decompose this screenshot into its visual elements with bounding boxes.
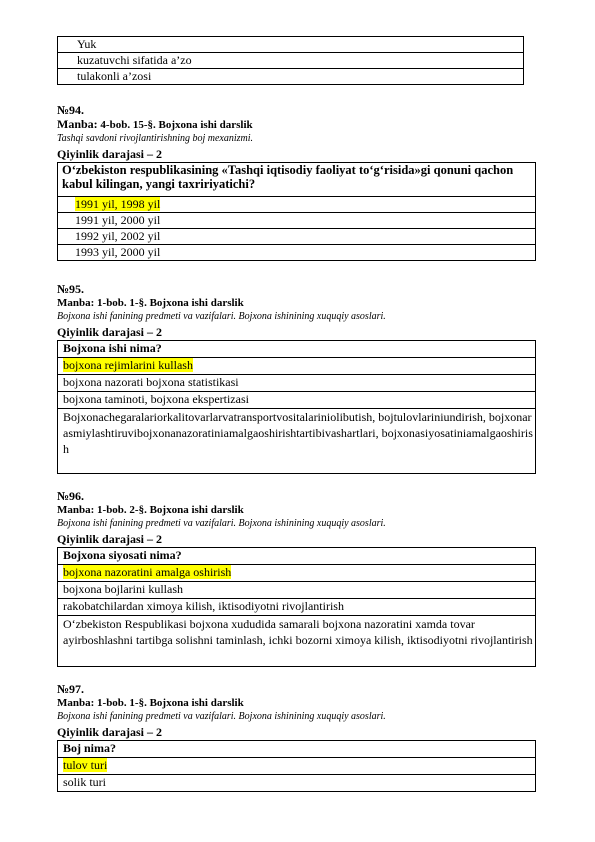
correct-answer: 1991 yil, 1998 yil bbox=[75, 197, 161, 211]
answer-cell: bojxona bojlarini kullash bbox=[58, 582, 536, 599]
source-label: Manba: bbox=[57, 504, 95, 516]
answer-table-top bbox=[57, 36, 524, 85]
topic-subtitle: Bojxona ishi fanining predmeti va vazifalari. Bojxona ishinining xuquqiy asoslari. bbox=[57, 518, 386, 529]
correct-answer: tulov turi bbox=[63, 758, 108, 772]
answer-cell: O‘zbekiston Respublikasi bojxona xududida samarali bojxona nazoratini xamda tovar ayirboshlashni tartibga solishni taminlash, ichki bozorni ximoya kilish, iktisodiyotni rivojlantirish bbox=[58, 616, 536, 667]
answer-cell bbox=[58, 758, 536, 775]
source-text: 1-bob. 1-§. Bojxona ishi darslik bbox=[94, 697, 244, 709]
question-text: Bojxona ishi nima? bbox=[58, 341, 536, 358]
source-line bbox=[57, 697, 244, 710]
answer-cell: rakobatchilardan ximoya kilish, iktisodiyotni rivojlantirish bbox=[58, 599, 536, 616]
answer-table bbox=[57, 162, 536, 261]
question-number: №94. bbox=[57, 103, 85, 117]
question-text: Boj nima? bbox=[58, 741, 536, 758]
answer-table bbox=[57, 340, 536, 474]
source-label: Manba: bbox=[57, 117, 98, 131]
answer-cell: 1992 yil, 2002 yil bbox=[58, 229, 536, 245]
answer-cell bbox=[58, 565, 536, 582]
answer-row bbox=[58, 69, 524, 85]
answer-cell bbox=[58, 197, 536, 213]
answer-row bbox=[58, 37, 524, 53]
answer-cell: 1993 yil, 2000 yil bbox=[58, 245, 536, 261]
answer-cell: Bojxonachegaralariorkalitovarlarvatransportvositalariniolibutish, bojtulovlariniundirish, bojxonarasmiylashtiruvibojxonanazoratiniamalgaoshirishtartibivashartlari, bojxonasiyosatiniamalgaoshirish bbox=[58, 409, 536, 474]
answer-cell: tulakonli a’zosi bbox=[58, 69, 524, 85]
source-text: 1-bob. 2-§. Bojxona ishi darslik bbox=[94, 504, 244, 516]
correct-answer: bojxona nazoratini amalga oshirish bbox=[63, 565, 232, 579]
source-line bbox=[57, 297, 244, 310]
source-line bbox=[57, 118, 253, 132]
difficulty-level: Qiyinlik darajasi – 2 bbox=[57, 325, 163, 339]
question-number: №97. bbox=[57, 682, 85, 696]
answer-cell: kuzatuvchi sifatida a’zo bbox=[58, 53, 524, 69]
source-text: 1-bob. 1-§. Bojxona ishi darslik bbox=[94, 297, 244, 309]
topic-subtitle: Bojxona ishi fanining predmeti va vazifalari. Bojxona ishinining xuquqiy asoslari. bbox=[57, 711, 386, 722]
topic-subtitle: Tashqi savdoni rivojlantirishning boj mexanizmi. bbox=[57, 133, 254, 144]
answer-cell: 1991 yil, 2000 yil bbox=[58, 213, 536, 229]
difficulty-level: Qiyinlik darajasi – 2 bbox=[57, 147, 163, 161]
answer-table bbox=[57, 547, 536, 667]
answer-cell: bojxona nazorati bojxona statistikasi bbox=[58, 375, 536, 392]
answer-table bbox=[57, 740, 536, 792]
answer-cell: solik turi bbox=[58, 775, 536, 792]
question-number: №96. bbox=[57, 489, 85, 503]
answer-cell bbox=[58, 358, 536, 375]
source-label: Manba: bbox=[57, 297, 95, 309]
correct-answer: bojxona rejimlarini kullash bbox=[63, 358, 193, 372]
topic-subtitle: Bojxona ishi fanining predmeti va vazifalari. Bojxona ishinining xuquqiy asoslari. bbox=[57, 311, 386, 322]
answer-cell: Yuk bbox=[58, 37, 524, 53]
answer-row bbox=[58, 53, 524, 69]
source-line bbox=[57, 504, 244, 517]
source-label: Manba: bbox=[57, 697, 95, 709]
answer-cell: bojxona taminoti, bojxona ekspertizasi bbox=[58, 392, 536, 409]
source-text: 4-bob. 15-§. Bojxona ishi darslik bbox=[97, 119, 253, 131]
question-text: O‘zbekiston respublikasining «Tashqi iqtisodiy faoliyat to‘g‘risida»gi qonuni qachon kabul kilingan, yangi taxririyatichi? bbox=[58, 163, 536, 197]
question-number: №95. bbox=[57, 282, 85, 296]
difficulty-level: Qiyinlik darajasi – 2 bbox=[57, 725, 163, 739]
question-text: Bojxona siyosati nima? bbox=[58, 548, 536, 565]
difficulty-level: Qiyinlik darajasi – 2 bbox=[57, 532, 163, 546]
